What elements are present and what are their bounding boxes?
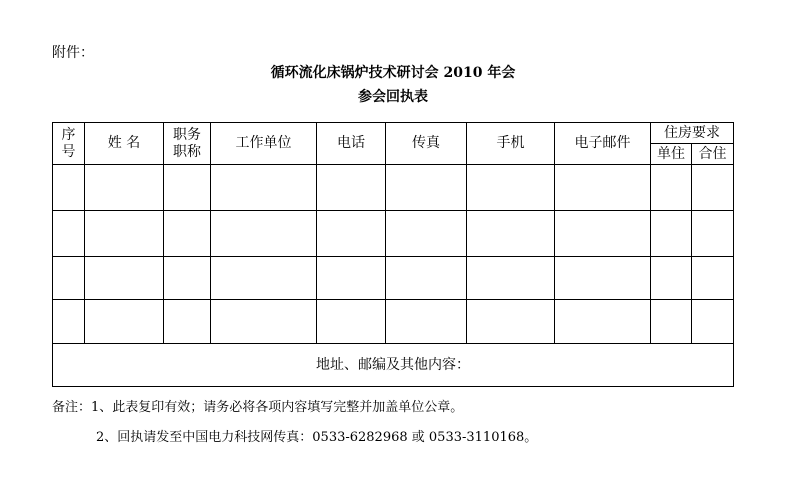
cell-employer[interactable] (211, 165, 317, 211)
cell-name[interactable] (85, 211, 164, 257)
header-post (164, 123, 211, 165)
cell-email[interactable] (555, 257, 651, 300)
header-email: 电子邮件 (555, 123, 651, 165)
header-phone: 电话 (317, 123, 386, 165)
cell-fax[interactable] (386, 165, 467, 211)
header-housing: 住房要求 (651, 123, 734, 144)
document-title: 循环流化床锅炉技术研讨会 2010 年会 (270, 65, 516, 81)
cell-single[interactable] (651, 165, 692, 211)
cell-fax[interactable] (386, 257, 467, 300)
cell-single[interactable] (651, 257, 692, 300)
cell-post[interactable] (164, 211, 211, 257)
cell-email[interactable] (555, 300, 651, 344)
cell-post[interactable] (164, 257, 211, 300)
cell-seq[interactable] (53, 257, 85, 300)
note-line-2: 2、回执请发至中国电力科技网传真：0533-6282968 或 0533-3110168。 (96, 430, 538, 445)
header-seq (53, 123, 85, 165)
cell-shared[interactable] (692, 300, 734, 344)
header-seq-line1: 序 (61, 126, 76, 143)
header-seq-line2: 号 (61, 143, 76, 160)
table-row (53, 257, 734, 300)
cell-employer[interactable] (211, 257, 317, 300)
cell-seq[interactable] (53, 165, 85, 211)
address-cell[interactable] (53, 344, 734, 387)
header-name: 姓 名 (85, 123, 164, 165)
cell-phone[interactable] (317, 165, 386, 211)
cell-shared[interactable] (692, 257, 734, 300)
cell-email[interactable] (555, 165, 651, 211)
note-line-1: 备注：1、此表复印有效；请务必将各项内容填写完整并加盖单位公章。 (52, 400, 464, 415)
attachment-label: 附件： (52, 45, 94, 61)
header-post-line2: 职称 (173, 143, 201, 160)
cell-name[interactable] (85, 300, 164, 344)
table-row (53, 211, 734, 257)
header-employer: 工作单位 (211, 123, 317, 165)
cell-mobile[interactable] (467, 211, 555, 257)
cell-fax[interactable] (386, 300, 467, 344)
cell-single[interactable] (651, 300, 692, 344)
cell-seq[interactable] (53, 211, 85, 257)
header-mobile: 手机 (467, 123, 555, 165)
cell-post[interactable] (164, 300, 211, 344)
cell-mobile[interactable] (467, 257, 555, 300)
cell-seq[interactable] (53, 300, 85, 344)
table-row (53, 165, 734, 211)
cell-single[interactable] (651, 211, 692, 257)
cell-post[interactable] (164, 165, 211, 211)
cell-employer[interactable] (211, 211, 317, 257)
registration-form-table (52, 122, 734, 387)
header-post-line1: 职务 (173, 126, 201, 143)
cell-mobile[interactable] (467, 300, 555, 344)
cell-fax[interactable] (386, 211, 467, 257)
cell-phone[interactable] (317, 211, 386, 257)
cell-mobile[interactable] (467, 165, 555, 211)
header-shared: 合住 (692, 144, 734, 165)
cell-shared[interactable] (692, 165, 734, 211)
cell-employer[interactable] (211, 300, 317, 344)
document-subtitle: 参会回执表 (358, 89, 428, 105)
cell-name[interactable] (85, 165, 164, 211)
cell-phone[interactable] (317, 257, 386, 300)
header-row (53, 123, 734, 144)
cell-shared[interactable] (692, 211, 734, 257)
cell-phone[interactable] (317, 300, 386, 344)
address-label: 地址、邮编及其他内容： (316, 356, 470, 373)
cell-email[interactable] (555, 211, 651, 257)
header-fax: 传真 (386, 123, 467, 165)
table-row (53, 300, 734, 344)
cell-name[interactable] (85, 257, 164, 300)
header-single: 单住 (651, 144, 692, 165)
address-row (53, 344, 734, 387)
